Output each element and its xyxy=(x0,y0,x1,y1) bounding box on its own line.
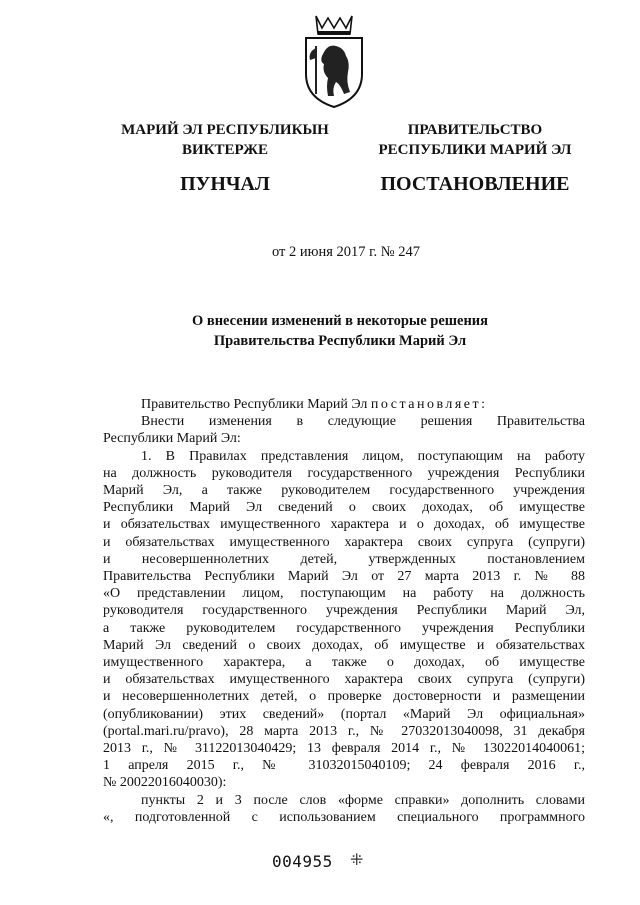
body-line: Внести изменения в следующие решения Правительства xyxy=(141,414,585,430)
body-line: пункты 2 и 3 после слов «форме справки» дополнить словами xyxy=(141,792,585,808)
document-body xyxy=(103,396,585,826)
body-line: «О представлении лицом, поступающим на работу на должность xyxy=(103,586,585,602)
header-left-line2: ВИКТЕРЖЕ xyxy=(181,142,269,158)
header-right-line1: ПРАВИТЕЛЬСТВО xyxy=(407,122,543,138)
body-line: Марий Эл, а также руководителем государственного учреждения xyxy=(103,483,585,499)
header-right-block xyxy=(360,120,590,194)
header-left-block xyxy=(100,120,350,194)
intro-text: Правительство Республики Марий Эл xyxy=(141,397,368,412)
coat-of-arms-emblem xyxy=(294,12,374,110)
body-line: № 20022016040030): xyxy=(103,775,227,791)
header-right-line2: РЕСПУБЛИКИ МАРИЙ ЭЛ xyxy=(378,142,572,158)
body-line: Республики Марий Эл сведений о своих доходах, об имуществе xyxy=(103,500,585,516)
body-line: и обязательствах имущественного характера своих супруга (супруги) xyxy=(103,534,585,550)
document-title xyxy=(140,311,540,351)
body-line: на должность руководителя государственного учреждения Республики xyxy=(103,465,585,481)
body-line: и несовершеннолетних детей, утвержденных постановлением xyxy=(103,551,585,567)
intro-spaced-verb: постановляет: xyxy=(370,397,488,412)
body-line: (опубликовании) этих сведений» (портал «Марий Эл официальная» xyxy=(103,706,585,722)
body-line: имущественного характера, а также о доходах, об имуществе xyxy=(103,655,585,671)
ornament-mark: ⁜ xyxy=(350,852,364,869)
serial-number-stamp: 004955 xyxy=(272,852,333,871)
header-left-line1: МАРИЙ ЭЛ РЕСПУБЛИКЫН xyxy=(121,122,329,138)
body-line: 1 апреля 2015 г., № 31032015040109; 24 февраля 2016 г., xyxy=(103,758,585,774)
title-line-2: Правительства Республики Марий Эл xyxy=(213,333,467,349)
body-line: и обязательствах имущественного характера и о доходах, об имуществе xyxy=(103,517,585,533)
header-right-doc-type: ПОСТАНОВЛЕНИЕ xyxy=(380,173,570,195)
title-line-1: О внесении изменений в некоторые решения xyxy=(191,313,489,329)
body-line: и обязательствах имущественного характера своих супруга (супруги) xyxy=(103,672,585,688)
body-line: а также руководителем государственного учреждения Республики xyxy=(103,620,585,636)
body-line: Правительства Республики Марий Эл от 27 марта 2013 г. № 88 xyxy=(103,569,585,585)
body-line: и несовершеннолетних детей, о проверке достоверности и размещении xyxy=(103,689,585,705)
body-line: Марий Эл сведений о своих доходах, об имуществе и обязательствах xyxy=(103,637,585,653)
body-line: (portal.mari.ru/pravo), 28 марта 2013 г., № 27032013040098, 31 декабря xyxy=(103,723,585,739)
body-line: «, подготовленной с использованием специального программного xyxy=(103,809,585,825)
body-line: Республики Марий Эл: xyxy=(103,431,241,447)
body-line: 2013 г., № 31122013040429; 13 февраля 2014 г., № 13022014040061; xyxy=(103,741,585,757)
body-line: 1. В Правилах представления лицом, поступающим на работу xyxy=(141,448,585,464)
body-line: руководителя государственного учреждения Республики Марий Эл, xyxy=(103,603,585,619)
document-date-number: от 2 июня 2017 г. № 247 xyxy=(272,244,420,260)
header-left-doc-type: ПУНЧАЛ xyxy=(180,173,270,195)
intro-paragraph xyxy=(103,396,585,413)
